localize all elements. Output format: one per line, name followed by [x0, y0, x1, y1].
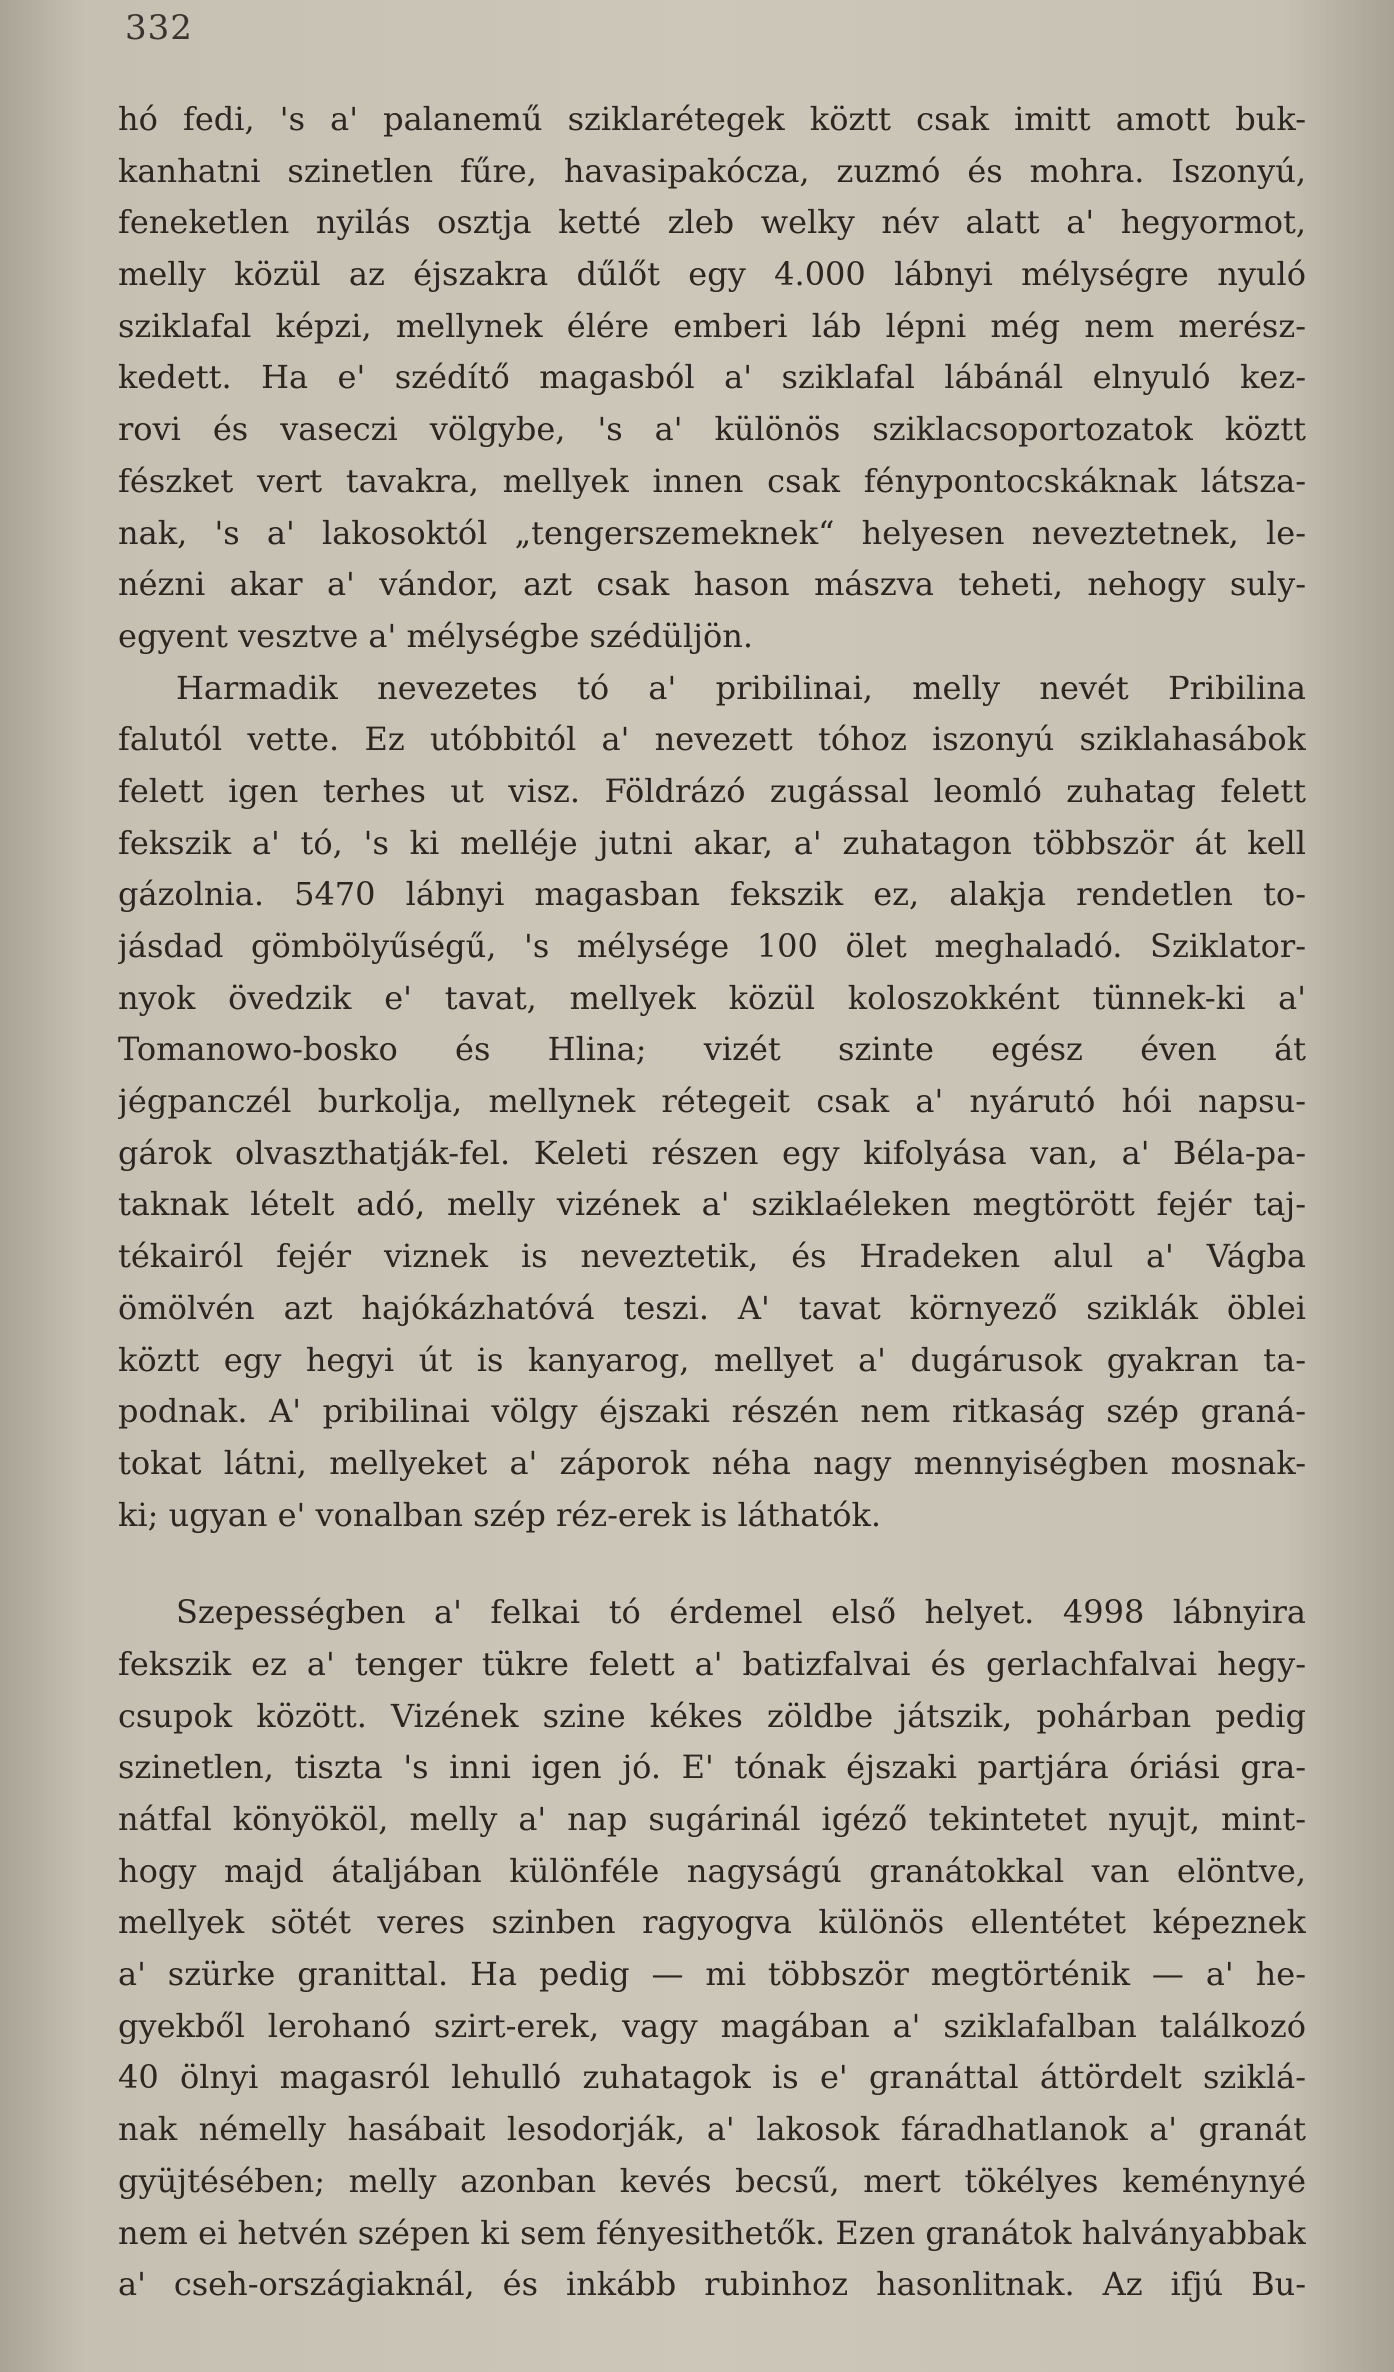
text-line: egyent vesztve a' mélységbe szédüljön. — [118, 616, 754, 655]
text-line: köztt egy hegyi út is kanyarog, mellyet a' dugárusok gyakran ta- — [118, 1340, 1306, 1379]
text-line: nátfal könyököl, melly a' nap sugárinál igéző tekintetet nyujt, mint- — [118, 1800, 1306, 1838]
text-line: fekszik a' tó, 's ki melléje jutni akar, a' zuhatagon többször át kell — [118, 823, 1306, 862]
text-line: 40 ölnyi magasról lehulló zuhatagok is e' granáttal áttördelt sziklá- — [118, 2058, 1306, 2097]
text-line: felett igen terhes ut visz. Földrázó zugással leomló zuhatag felett — [118, 771, 1306, 810]
paragraph-3 — [118, 1587, 1306, 2311]
text-line: podnak. A' pribilinai völgy éjszaki részén nem ritkaság szép graná- — [118, 1392, 1306, 1431]
text-line: fekszik ez a' tenger tükre felett a' batizfalvai és gerlachfalvai hegy- — [118, 1644, 1306, 1683]
text-line: a' szürke granittal. Ha pedig — mi többször megtörténik — a' he- — [118, 1955, 1306, 1994]
paragraph-2 — [118, 663, 1306, 1542]
text-line: gázolnia. 5470 lábnyi magasban fekszik ez, alakja rendetlen to- — [118, 875, 1306, 914]
text-line: hó fedi, 's a' palanemű sziklarétegek köztt csak imitt amott buk- — [118, 100, 1306, 138]
text-line: csupok között. Vizének szine kékes zöldbe játszik, pohárban pedig — [118, 1696, 1306, 1735]
text-line: sziklafal képzi, mellynek élére emberi láb lépni még nem merész- — [118, 306, 1306, 345]
text-line: szinetlen, tiszta 's inni igen jó. E' tónak éjszaki partjára óriási gra- — [118, 1748, 1306, 1787]
text-line: hogy majd átaljában különféle nagyságú granátokkal van elöntve, — [118, 1851, 1306, 1890]
text-line: feneketlen nyilás osztja ketté zleb welky név alatt a' hegyormot, — [118, 203, 1306, 242]
text-line: gyekből lerohanó szirt-erek, vagy magában a' sziklafalban találkozó — [118, 2006, 1306, 2045]
text-line: nyok övedzik e' tavat, mellyek közül koloszokként tünnek-ki a' — [118, 978, 1306, 1017]
paragraph-gap — [118, 1541, 1306, 1587]
body-text — [118, 94, 1306, 2311]
text-line: Harmadik nevezetes tó a' pribilinai, melly nevét Pribilina — [176, 668, 1306, 707]
text-line: nézni akar a' vándor, azt csak hason mászva teheti, nehogy suly- — [118, 565, 1306, 604]
text-line: jásdad gömbölyűségű, 's mélysége 100 ölet meghaladó. Sziklator- — [118, 927, 1306, 965]
page-number: 332 — [125, 8, 193, 48]
text-line: tékairól fejér viznek is neveztetik, és Hradeken alul a' Vágba — [118, 1237, 1306, 1276]
text-line: jégpanczél burkolja, mellynek rétegeit csak a' nyárutó hói napsu- — [118, 1082, 1306, 1121]
text-line: gyüjtésében; melly azonban kevés becsű, mert tökélyes keménynyé — [118, 2161, 1306, 2200]
text-line: nak, 's a' lakosoktól „tengerszemeknek“ helyesen neveztetnek, le- — [118, 513, 1306, 552]
paragraph-1 — [118, 94, 1306, 663]
text-line: gárok olvaszthatják-fel. Keleti részen egy kifolyása van, a' Béla-pa- — [118, 1133, 1306, 1172]
text-line: nem ei hetvén szépen ki sem fényesithetők. Ezen granátok halványabbak — [118, 2213, 1306, 2252]
text-line: Tomanowo-bosko és Hlina; vizét szinte egész éven át — [118, 1030, 1306, 1069]
text-line: a' cseh-országiaknál, és inkább rubinhoz hasonlitnak. Az ifjú Bu- — [118, 2265, 1306, 2304]
text-line: rovi és vaseczi völgybe, 's a' különös sziklacsoportozatok köztt — [118, 410, 1306, 449]
text-line: kanhatni szinetlen fűre, havasipakócza, zuzmó és mohra. Iszonyú, — [118, 151, 1306, 190]
text-line: falutól vette. Ez utóbbitól a' nevezett tóhoz iszonyú sziklahasábok — [118, 720, 1306, 759]
text-line: melly közül az éjszakra dűlőt egy 4.000 lábnyi mélységre nyuló — [118, 255, 1306, 294]
text-line: kedett. Ha e' szédítő magasból a' sziklafal lábánál elnyuló kez- — [118, 358, 1306, 397]
text-line: taknak lételt adó, melly vizének a' sziklaéleken megtörött fejér taj- — [118, 1185, 1306, 1224]
text-line: mellyek sötét veres szinben ragyogva különös ellentétet képeznek — [118, 1903, 1306, 1942]
text-line: ömölvén azt hajókázhatóvá teszi. A' tavat környező sziklák öblei — [118, 1288, 1306, 1327]
text-line: tokat látni, mellyeket a' záporok néha nagy mennyiségben mosnak- — [118, 1443, 1306, 1482]
text-line: nak némelly hasábait lesodorják, a' lakosok fáradhatlanok a' granát — [118, 2110, 1306, 2149]
text-line: Szepességben a' felkai tó érdemel első helyet. 4998 lábnyira — [176, 1593, 1306, 1632]
text-line: fészket vert tavakra, mellyek innen csak fénypontocskáknak látsza- — [118, 461, 1306, 500]
text-line: ki; ugyan e' vonalban szép réz-erek is láthatók. — [118, 1495, 882, 1534]
